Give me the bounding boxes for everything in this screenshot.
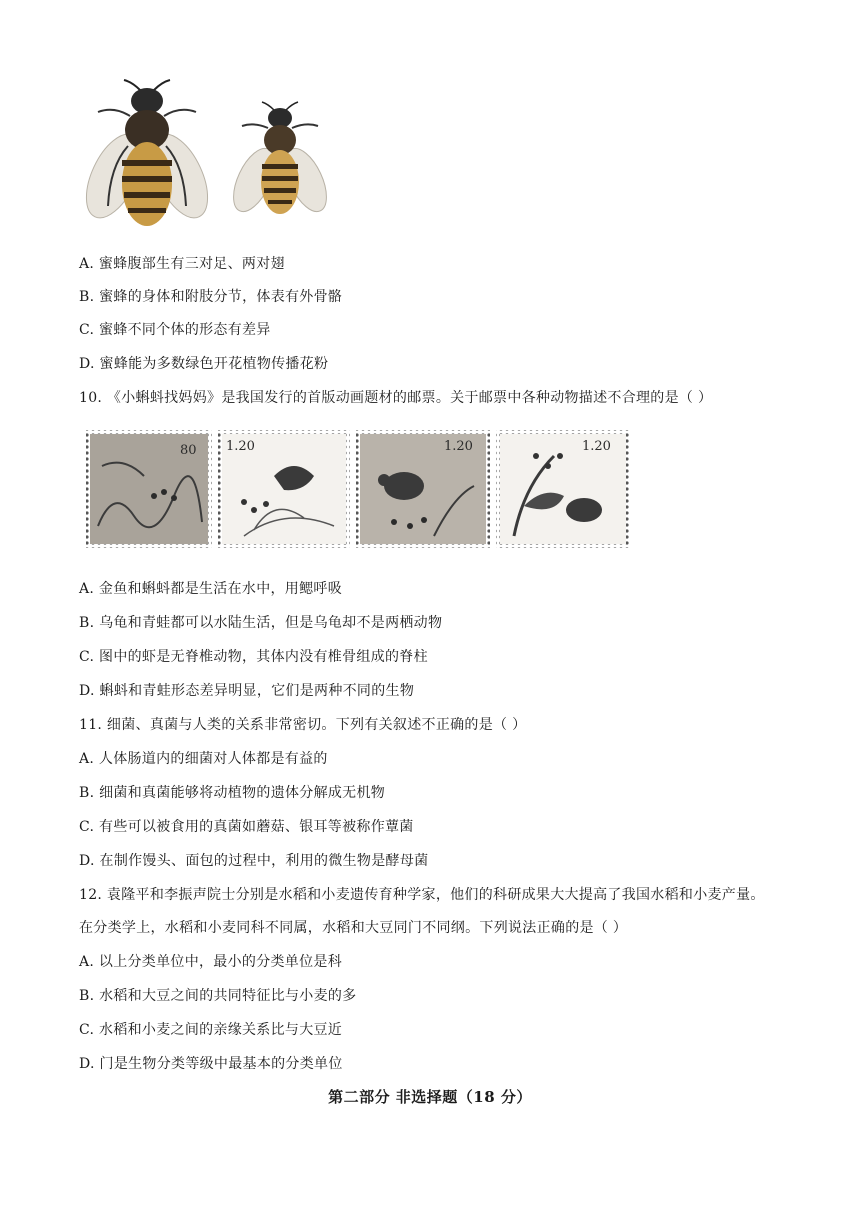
q10-option-a: A. 金鱼和蝌蚪都是生活在水中，用鳃呼吸	[79, 581, 343, 597]
q12-option-d: D. 门是生物分类等级中最基本的分类单位	[79, 1056, 343, 1072]
q9-option-d: D. 蜜蜂能为多数绿色开花植物传播花粉	[79, 356, 329, 372]
stamp-2-price: 1.20	[226, 439, 255, 454]
bees-illustration	[84, 76, 334, 228]
q11-option-a: A. 人体肠道内的细菌对人体都是有益的	[79, 751, 328, 767]
q9-option-c: C. 蜜蜂不同个体的形态有差异	[79, 322, 271, 338]
section-title: 第二部分 非选择题（18 分）	[328, 1088, 532, 1106]
q12-stem-line1: 12. 袁隆平和李振声院士分别是水稻和小麦遗传育种学家，他们的科研成果大大提高了我国水稻和小麦产量。	[79, 887, 765, 903]
stamp-4-price: 1.20	[582, 439, 611, 454]
q10-stem: 10. 《小蝌蚪找妈妈》是我国发行的首版动画题材的邮票。关于邮票中各种动物描述不合理的是（ ）	[79, 390, 713, 406]
q11-option-c: C. 有些可以被食用的真菌如蘑菇、银耳等被称作蕈菌	[79, 819, 414, 835]
small-bee	[225, 102, 334, 218]
stamp-1-price: 80	[180, 443, 197, 458]
stamps-illustration	[84, 426, 632, 556]
q11-option-d: D. 在制作馒头、面包的过程中，利用的微生物是酵母菌	[79, 853, 429, 869]
q12-stem-line2: 在分类学上，水稻和小麦同科不同属，水稻和大豆同门不同纲。下列说法正确的是（ ）	[79, 920, 628, 936]
stamp-3-price: 1.20	[444, 439, 473, 454]
large-bee	[84, 80, 219, 226]
stamp-1	[86, 430, 212, 548]
stamp-3	[356, 430, 490, 548]
stamp-4	[496, 430, 630, 548]
q12-option-b: B. 水稻和大豆之间的共同特征比与小麦的多	[79, 988, 357, 1004]
q11-option-b: B. 细菌和真菌能够将动植物的遗体分解成无机物	[79, 785, 386, 801]
q12-option-c: C. 水稻和小麦之间的亲缘关系比与大豆近	[79, 1022, 343, 1038]
q10-option-d: D. 蝌蚪和青蛙形态差异明显，它们是两种不同的生物	[79, 683, 415, 699]
q10-option-c: C. 图中的虾是无脊椎动物，其体内没有椎骨组成的脊柱	[79, 649, 428, 665]
q10-option-b: B. 乌龟和青蛙都可以水陆生活，但是乌龟却不是两栖动物	[79, 615, 443, 631]
q9-option-b: B. 蜜蜂的身体和附肢分节，体表有外骨骼	[79, 289, 343, 305]
q12-option-a: A. 以上分类单位中，最小的分类单位是科	[79, 954, 343, 970]
q11-stem: 11. 细菌、真菌与人类的关系非常密切。下列有关叙述不正确的是（ ）	[79, 717, 527, 733]
stamp-2	[218, 430, 350, 548]
q9-option-a: A. 蜜蜂腹部生有三对足、两对翅	[79, 256, 285, 272]
